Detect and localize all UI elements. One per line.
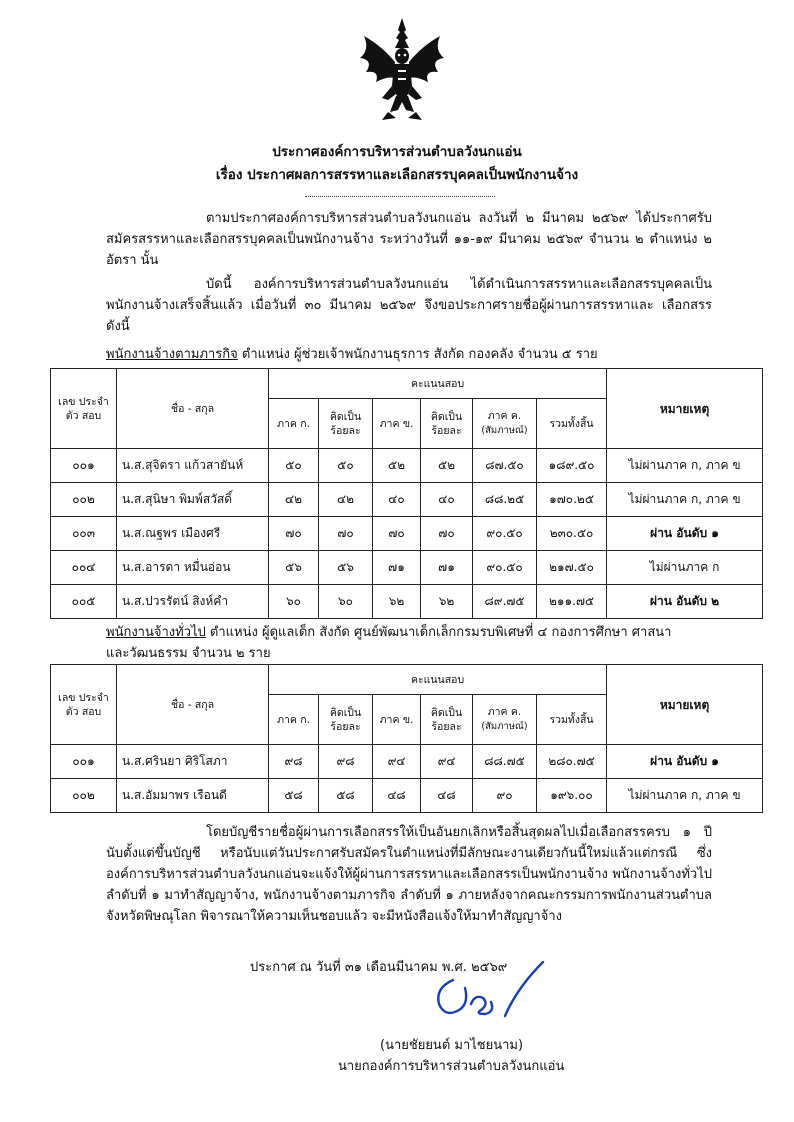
results-table-1: [50, 368, 763, 619]
cell-total: ๒๑๗.๕๐: [537, 551, 607, 585]
cell-a: ๖๐: [269, 585, 319, 619]
col-part-b-pct: คิดเป็น ร้อยละ: [421, 399, 473, 449]
cell-name: น.ส.สุจิตรา แก้วสายันห์: [117, 449, 269, 483]
cell-b-pct: ๕๒: [421, 449, 473, 483]
cell-total: ๒๘๐.๗๕: [537, 745, 607, 779]
cell-name: น.ส.ปวรรัตน์ สิงห์คำ: [117, 585, 269, 619]
signer-name: (นายชัยยนต์ มาไชยนาม): [380, 1038, 524, 1053]
cell-a: ๕๘: [269, 779, 319, 813]
cell-a-pct: ๗๐: [319, 517, 373, 551]
cell-b-pct: ๙๔: [421, 745, 473, 779]
table-row: [51, 483, 763, 517]
cell-remark: ไม่ผ่านภาค ก, ภาค ข: [607, 449, 763, 483]
cell-b: ๔๐: [373, 483, 421, 517]
title-divider: [305, 196, 495, 197]
cell-b-pct: ๗๐: [421, 517, 473, 551]
cell-a: ๕๖: [269, 551, 319, 585]
cell-total: ๑๙๖.๐๐: [537, 779, 607, 813]
cell-remark: ไม่ผ่านภาค ก, ภาค ข: [607, 483, 763, 517]
cell-b: ๖๒: [373, 585, 421, 619]
announcement-date: ประกาศ ณ วันที่ ๓๑ เดือนมีนาคม พ.ศ. ๒๕๖๙: [250, 960, 508, 975]
table-row: [51, 551, 763, 585]
cell-a-pct: ๕๐: [319, 449, 373, 483]
cell-b-pct: ๗๑: [421, 551, 473, 585]
cell-a-pct: ๖๐: [319, 585, 373, 619]
cell-c: ๘๗.๕๐: [473, 449, 537, 483]
intro-paragraph-1: ตามประกาศองค์การบริหารส่วนตำบลวังนกแอ่น ลงวันที่ ๒ มีนาคม ๒๕๖๙ ได้ประกาศรับสมัครสรรหาและเลือกสรรบุคคลเป็นพนักงานจ้าง ระหว่างวันที่ ๑๑-๑๙ มีนาคม ๒๕๖๙ จำนวน ๒ ตำแหน่ง ๒ อัตรา นั้น: [106, 211, 712, 268]
table-row: [51, 585, 763, 619]
col-exam-no: เลข ประจำตัว สอบ: [51, 665, 117, 745]
col-part-c-label: ภาค ค.: [487, 706, 522, 718]
cell-remark: ไม่ผ่านภาค ก: [607, 551, 763, 585]
col-exam-no: เลข ประจำตัว สอบ: [51, 369, 117, 449]
cell-total: ๒๓๐.๕๐: [537, 517, 607, 551]
cell-a: ๕๐: [269, 449, 319, 483]
cell-no: ๐๐๑: [51, 449, 117, 483]
col-part-a: ภาค ก.: [269, 399, 319, 449]
cell-b: ๗๐: [373, 517, 421, 551]
cell-c: ๘๘.๗๕: [473, 745, 537, 779]
section1-type: พนักงานจ้างตามภารกิจ: [106, 347, 238, 362]
cell-a-pct: ๕๘: [319, 779, 373, 813]
cell-no: ๐๐๓: [51, 517, 117, 551]
col-name: ชื่อ - สกุล: [117, 369, 269, 449]
cell-a-pct: ๕๖: [319, 551, 373, 585]
cell-name: น.ส.อัมมาพร เรือนดี: [117, 779, 269, 813]
cell-remark: ผ่าน อันดับ ๒: [607, 585, 763, 619]
cell-no: ๐๐๔: [51, 551, 117, 585]
results-table-2: [50, 664, 763, 813]
cell-b-pct: ๖๒: [421, 585, 473, 619]
section2-detail-2: และวัฒนธรรม จำนวน ๒ ราย: [106, 646, 271, 661]
cell-b: ๕๒: [373, 449, 421, 483]
cell-no: ๐๐๒: [51, 779, 117, 813]
section1-heading: [106, 344, 598, 365]
cell-b: ๙๔: [373, 745, 421, 779]
cell-c: ๘๙.๗๕: [473, 585, 537, 619]
col-part-b: ภาค ข.: [373, 399, 421, 449]
table-row: [51, 745, 763, 779]
cell-a-pct: ๔๒: [319, 483, 373, 517]
cell-total: ๒๑๑.๗๕: [537, 585, 607, 619]
cell-name: น.ส.สุนิษา พิมพ์สวัสดิ์: [117, 483, 269, 517]
cell-c: ๙๐.๕๐: [473, 551, 537, 585]
col-part-b-pct: คิดเป็น ร้อยละ: [421, 695, 473, 745]
cell-remark: ไม่ผ่านภาค ก, ภาค ข: [607, 779, 763, 813]
cell-b-pct: ๔๐: [421, 483, 473, 517]
cell-a: ๔๒: [269, 483, 319, 517]
signer-position: นายกองค์การบริหารส่วนตำบลวังนกแอ่น: [338, 1059, 565, 1074]
col-part-c-sub: (สัมภาษณ์): [481, 721, 528, 732]
col-part-a: ภาค ก.: [269, 695, 319, 745]
cell-a-pct: ๙๘: [319, 745, 373, 779]
section1-detail: ตำแหน่ง ผู้ช่วยเจ้าพนักงานธุรการ สังกัด กองคลัง จำนวน ๕ ราย: [237, 347, 598, 362]
table-row: [51, 449, 763, 483]
cell-remark: ผ่าน อันดับ ๑: [607, 517, 763, 551]
cell-a: ๙๘: [269, 745, 319, 779]
col-part-c-label: ภาค ค.: [487, 410, 522, 422]
intro-paragraph-2: บัดนี้ องค์การบริหารส่วนตำบลวังนกแอ่น ได้ดำเนินการสรรหาและเลือกสรรบุคคลเป็น พนักงานจ้างเสร็จสิ้นแล้ว เมื่อวันที่ ๓๐ มีนาคม ๒๕๖๙ จึงขอประกาศรายชื่อผู้ผ่านการสรรหาและ เลือกสรร ดังนี้: [106, 277, 712, 334]
col-part-a-pct: คิดเป็น ร้อยละ: [319, 695, 373, 745]
col-part-b: ภาค ข.: [373, 695, 421, 745]
col-scores: คะแนนสอบ: [269, 665, 607, 695]
table-row: [51, 517, 763, 551]
announcement-title: ประกาศองค์การบริหารส่วนตำบลวังนกแอ่น: [272, 144, 522, 160]
cell-c: ๘๘.๒๕: [473, 483, 537, 517]
col-part-c: [473, 399, 537, 449]
garuda-emblem-icon: [352, 16, 452, 126]
cell-total: ๑๗๐.๒๕: [537, 483, 607, 517]
col-part-c-sub: (สัมภาษณ์): [481, 425, 528, 436]
cell-b-pct: ๔๘: [421, 779, 473, 813]
announcement-subject: เรื่อง ประกาศผลการสรรหาและเลือกสรรบุคคลเป็นพนักงานจ้าง: [215, 167, 579, 183]
cell-no: ๐๐๕: [51, 585, 117, 619]
col-scores: คะแนนสอบ: [269, 369, 607, 399]
col-part-c: [473, 695, 537, 745]
cell-remark: ผ่าน อันดับ ๑: [607, 745, 763, 779]
cell-a: ๗๐: [269, 517, 319, 551]
cell-no: ๐๐๑: [51, 745, 117, 779]
col-part-a-pct: คิดเป็น ร้อยละ: [319, 399, 373, 449]
col-name: ชื่อ - สกุล: [117, 665, 269, 745]
cell-c: ๙๐: [473, 779, 537, 813]
cell-name: น.ส.ศรินยา ศิริโสภา: [117, 745, 269, 779]
section2-type: พนักงานจ้างทั่วไป: [106, 625, 206, 640]
handwritten-signature: [425, 958, 565, 1028]
cell-c: ๙๐.๕๐: [473, 517, 537, 551]
col-remark: หมายเหตุ: [607, 369, 763, 449]
cell-b: ๗๑: [373, 551, 421, 585]
cell-total: ๑๘๙.๕๐: [537, 449, 607, 483]
closing-paragraph: โดยบัญชีรายชื่อผู้ผ่านการเลือกสรรให้เป็นอันยกเลิกหรือสิ้นสุดผลไปเมื่อเลือกสรรครบ ๑ ปี นับตั้งแต่ขึ้นบัญชี หรือนับแต่วันประกาศรับสมัครในตำแหน่งที่มีลักษณะงานเดียวกันนี้ใหม่แล้วแต่กรณี ซึ่ง องค์การบริหารส่วนตำบลวังนกแอ่นจะแจ้งให้ผู้ผ่านการสรรหาและเลือกสรรเป็นพนักงานจ้าง พนักงานจ้างทั่วไป ลำดับที่ ๑ มาทำสัญญาจ้าง, พนักงานจ้างตามภารกิจ ลำดับที่ ๑ ภายหลังจากคณะกรรมการพนักงานส่วนตำบล จังหวัดพิษณุโลก พิจารณาให้ความเห็นชอบแล้ว จะมีหนังสือแจ้งให้มาทำสัญญาจ้าง: [106, 825, 712, 924]
section2-detail: ตำแหน่ง ผู้ดูแลเด็ก สังกัด ศูนย์พัฒนาเด็กเล็กกรมรบพิเศษที่ ๔ กองการศึกษา ศาสนา: [205, 625, 672, 640]
section2-heading: [106, 622, 671, 664]
cell-name: น.ส.อารดา หมื่นอ่อน: [117, 551, 269, 585]
col-total: รวมทั้งสิ้น: [537, 695, 607, 745]
cell-b: ๔๘: [373, 779, 421, 813]
col-total: รวมทั้งสิ้น: [537, 399, 607, 449]
col-remark: หมายเหตุ: [607, 665, 763, 745]
cell-name: น.ส.ณฐพร เมืองศรี: [117, 517, 269, 551]
cell-no: ๐๐๒: [51, 483, 117, 517]
table-row: [51, 779, 763, 813]
